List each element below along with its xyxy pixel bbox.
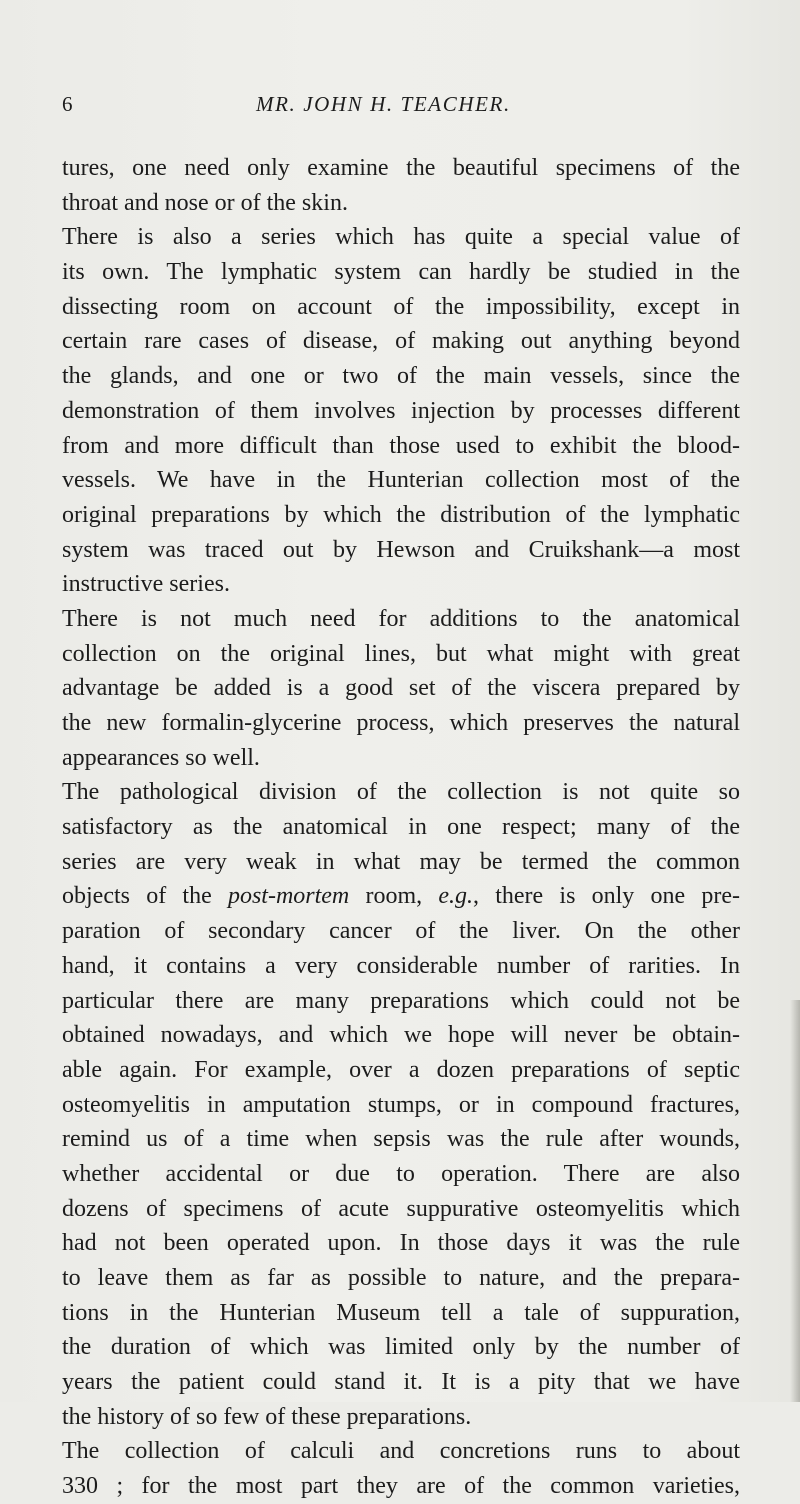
text-line: from and more difficult than those used to exhibit the blood- bbox=[62, 432, 740, 459]
text-line: whether accidental or due to operation. There are also bbox=[62, 1160, 740, 1187]
paragraph-start-line: There is also a series which has quite a special value of bbox=[62, 224, 740, 251]
text-line: demonstration of them involves injection by processes different bbox=[62, 397, 740, 424]
text-line: years the patient could stand it. It is a pity that we have bbox=[62, 1369, 740, 1396]
text-line: remind us of a time when sepsis was the rule after wounds, bbox=[62, 1126, 740, 1153]
text-line: tures, one need only examine the beautiful specimens of the bbox=[62, 155, 740, 181]
paragraph-start-line: There is not much need for additions to the anatomical bbox=[62, 605, 740, 632]
text-line: tions in the Hunterian Museum tell a tale of suppuration, bbox=[62, 1299, 740, 1326]
running-title: MR. JOHN H. TEACHER. bbox=[256, 92, 511, 116]
text-line: 330 ; for the most part they are of the common varieties, bbox=[62, 1473, 740, 1500]
text-line: the history of so few of these preparations. bbox=[62, 1403, 472, 1430]
text-line: system was traced out by Hewson and Cruikshank—a most bbox=[62, 536, 740, 563]
page-edge-shadow bbox=[790, 1000, 800, 1402]
text-line: obtained nowadays, and which we hope will never be obtain- bbox=[62, 1022, 740, 1049]
text-line: collection on the original lines, but what might with great bbox=[62, 640, 740, 667]
paragraph-start-line: The collection of calculi and concretions runs to about bbox=[62, 1438, 740, 1465]
text-line: original preparations by which the distribution of the lymphatic bbox=[62, 501, 740, 528]
text-line: to leave them as far as possible to nature, and the prepara- bbox=[62, 1265, 740, 1291]
text-line: appearances so well. bbox=[62, 744, 260, 771]
text-line: objects of the post-mortem room, e.g., there is only one pre- bbox=[62, 883, 740, 910]
text-line: the duration of which was limited only by the number of bbox=[62, 1334, 740, 1361]
text-line: its own. The lymphatic system can hardly be studied in the bbox=[62, 259, 740, 286]
text-line: the new formalin-glycerine process, which preserves the natural bbox=[62, 710, 740, 736]
text-line: particular there are many preparations which could not be bbox=[62, 987, 740, 1014]
page-number: 6 bbox=[62, 92, 74, 116]
text-line: dozens of specimens of acute suppurative osteomyelitis which bbox=[62, 1195, 740, 1222]
text-line: paration of secondary cancer of the liver. On the other bbox=[62, 918, 740, 945]
text-line: the glands, and one or two of the main vessels, since the bbox=[62, 363, 740, 390]
text-line: certain rare cases of disease, of making out anything beyond bbox=[62, 328, 740, 355]
text-line: satisfactory as the anatomical in one respect; many of the bbox=[62, 814, 740, 841]
paragraph-start-line: The pathological division of the collection is not quite so bbox=[62, 779, 740, 806]
text-line: hand, it contains a very considerable number of rarities. In bbox=[62, 952, 740, 979]
text-line: vessels. We have in the Hunterian collection most of the bbox=[62, 467, 740, 494]
text-line: throat and nose or of the skin. bbox=[62, 189, 348, 216]
running-head bbox=[0, 92, 800, 122]
text-line: osteomyelitis in amputation stumps, or in compound fractures, bbox=[62, 1091, 740, 1118]
text-line: had not been operated upon. In those days it was the rule bbox=[62, 1230, 740, 1257]
body-text bbox=[62, 151, 740, 1504]
text-line: advantage be added is a good set of the viscera prepared by bbox=[62, 675, 740, 702]
text-line: series are very weak in what may be termed the common bbox=[62, 848, 740, 875]
text-line: able again. For example, over a dozen preparations of septic bbox=[62, 1056, 740, 1083]
text-line: instructive series. bbox=[62, 571, 230, 598]
text-line: dissecting room on account of the impossibility, except in bbox=[62, 293, 740, 320]
